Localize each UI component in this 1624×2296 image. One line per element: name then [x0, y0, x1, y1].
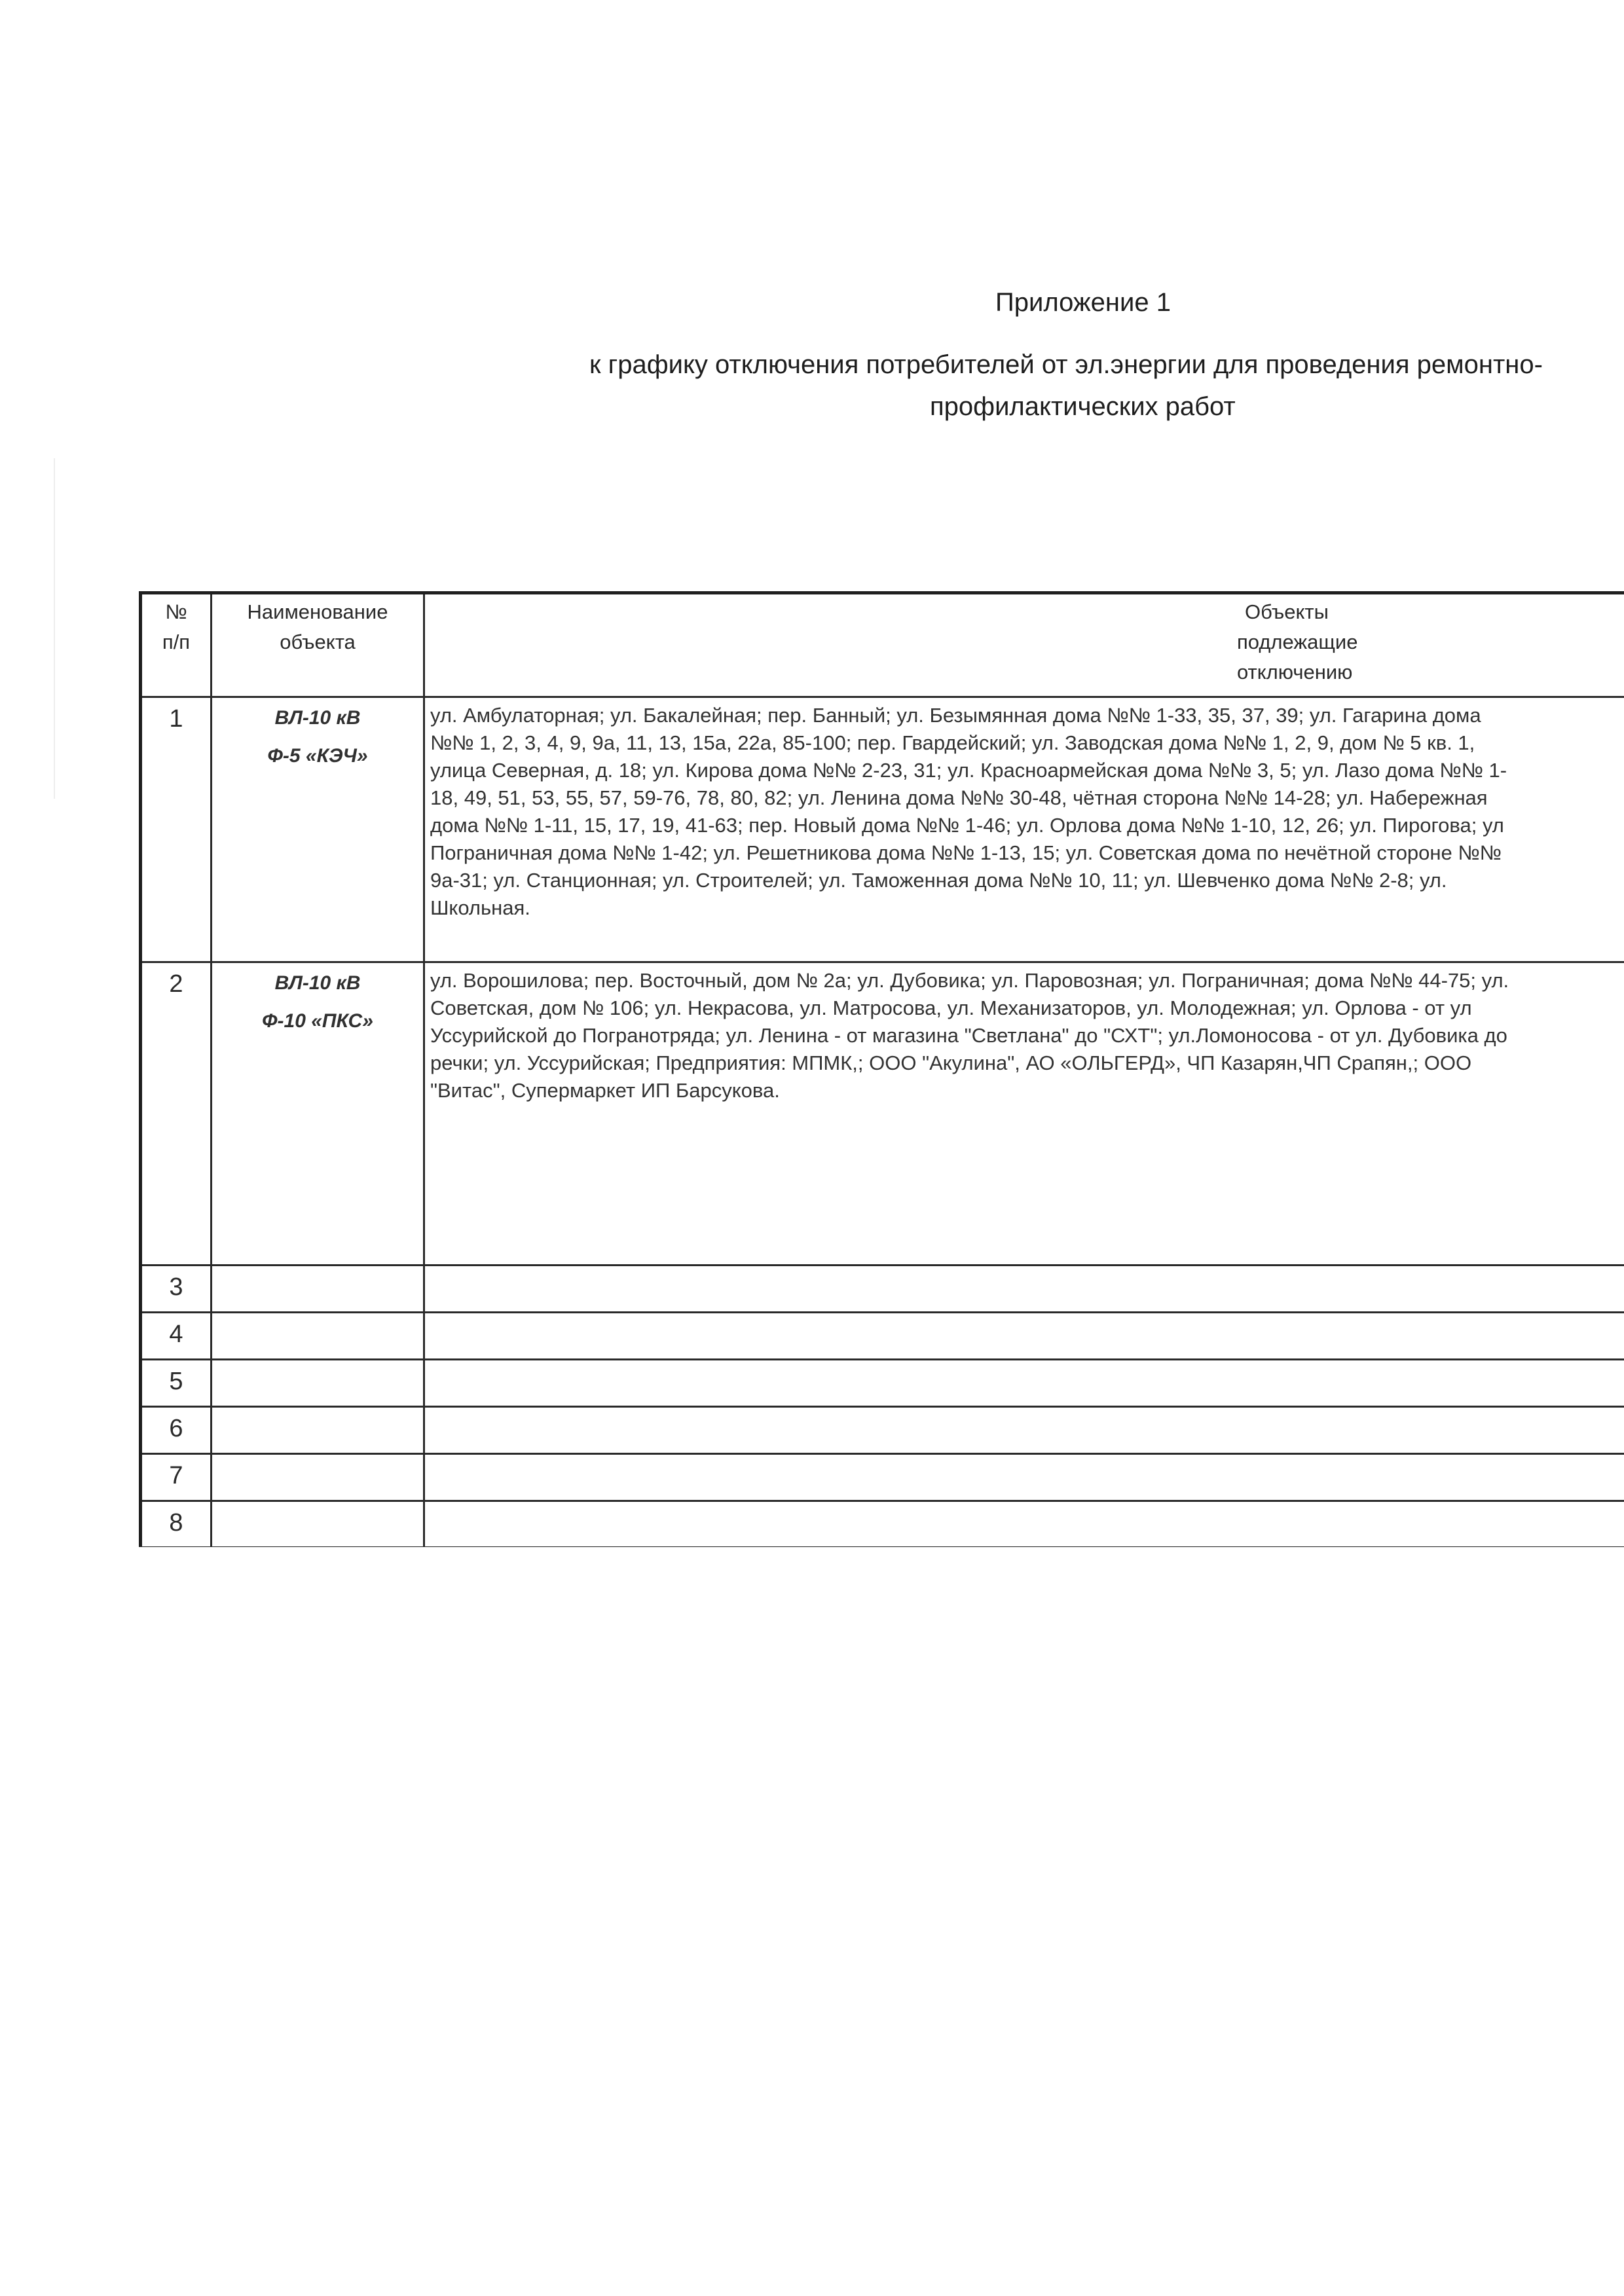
- column-header-number-line-1: №: [165, 600, 187, 623]
- row-object-name: [212, 1313, 424, 1360]
- row-object-name: [212, 1454, 424, 1501]
- objects-text-line: "Витас", Супермаркет ИП Барсукова.: [430, 1079, 780, 1102]
- row-object-name: [212, 1407, 424, 1454]
- row-objects-list: [424, 1360, 1624, 1407]
- objects-text-line: 18, 49, 51, 53, 55, 57, 59-76, 78, 80, 82; ул. Ленина дома №№ 30-48, чётная сторона №№ 14-28; ул. Набережная: [430, 786, 1488, 809]
- row-objects-list: [424, 1266, 1624, 1313]
- appendix-subtitle: [589, 344, 1611, 428]
- row-number: 3: [141, 1266, 212, 1313]
- table-row: [141, 1501, 1624, 1548]
- table-row: [141, 1313, 1624, 1360]
- column-header-number-line-2: п/п: [162, 630, 191, 653]
- column-header-name-line-2: объекта: [280, 630, 356, 653]
- appendix-title: Приложение 1: [995, 288, 1171, 317]
- row-object-name: [212, 697, 424, 962]
- row-object-name: [212, 1360, 424, 1407]
- row-objects-list: [424, 1313, 1624, 1360]
- row-number: 7: [141, 1454, 212, 1501]
- column-header-name-line-1: Наименование: [247, 600, 388, 623]
- objects-text-line: №№ 1, 2, 3, 4, 9, 9а, 11, 13, 15а, 22а, 85-100; пер. Гвардейский; ул. Заводская дома №№ 1, 2, 9, дом № 5 кв. 1,: [430, 731, 1475, 754]
- column-header-objects-line-1: Объекты: [1245, 600, 1329, 623]
- column-header-name: [212, 593, 424, 697]
- row-number: 5: [141, 1360, 212, 1407]
- object-line-feeder: Ф-10 «ПКС»: [262, 1010, 373, 1032]
- row-object-name: [212, 1501, 424, 1548]
- objects-text-line: Уссурийской до Погранотряда; ул. Ленина - от магазина "Светлана" до "СХТ"; ул.Ломоносова - от ул. Дубовика до: [430, 1024, 1507, 1047]
- subtitle-line-1: к графику отключения потребителей от эл.энергии для проведения ремонтно-: [589, 350, 1543, 379]
- table-row: [141, 1454, 1624, 1501]
- column-header-objects-line-3: отключению: [1237, 661, 1353, 683]
- column-header-objects-line-2: подлежащие: [1237, 630, 1358, 653]
- row-number: 8: [141, 1501, 212, 1548]
- row-objects-list: [424, 1454, 1624, 1501]
- objects-text-line: ул. Ворошилова; пер. Восточный, дом № 2а; ул. Дубовика; ул. Паровозная; ул. Пограничная; дома №№ 44-75; ул.: [430, 969, 1509, 992]
- table-row: [141, 1266, 1624, 1313]
- objects-text-line: речки; ул. Уссурийская; Предприятия: МПМК,; ООО "Акулина", АО «ОЛЬГЕРД», ЧП Казарян,ЧП Срапян,; ООО: [430, 1051, 1472, 1074]
- row-objects-list: [424, 962, 1624, 1266]
- row-objects-list: [424, 1501, 1624, 1548]
- table-row: [141, 697, 1624, 962]
- row-object-name: [212, 962, 424, 1266]
- object-line-voltage: ВЛ-10 кВ: [274, 972, 361, 994]
- row-objects-list: [424, 1407, 1624, 1454]
- row-number: 2: [141, 962, 212, 1266]
- outage-table: [139, 591, 1624, 1547]
- row-number: 4: [141, 1313, 212, 1360]
- scan-edge-shadow: [54, 458, 55, 799]
- objects-text-line: Советская, дом № 106; ул. Некрасова, ул. Матросова, ул. Механизаторов, ул. Молодежная; ул. Орлова - от ул: [430, 996, 1472, 1019]
- table-row: [141, 1407, 1624, 1454]
- objects-text-line: 9а-31; ул. Станционная; ул. Строителей; ул. Таможенная дома №№ 10, 11; ул. Шевченко дома №№ 2-8; ул.: [430, 869, 1447, 892]
- objects-text-line: улица Северная, д. 18; ул. Кирова дома №№ 2-23, 31; ул. Красноармейская дома №№ 3, 5; ул. Лазо дома №№ 1-: [430, 759, 1507, 782]
- objects-text-line: Пограничная дома №№ 1-42; ул. Решетникова дома №№ 1-13, 15; ул. Советская дома по нечётной стороне №№: [430, 841, 1502, 864]
- row-objects-list: [424, 697, 1624, 962]
- objects-text-line: ул. Амбулаторная; ул. Бакалейная; пер. Банный; ул. Безымянная дома №№ 1-33, 35, 37, 39; ул. Гагарина дома: [430, 704, 1481, 727]
- objects-text-line: дома №№ 1-11, 15, 17, 19, 41-63; пер. Новый дома №№ 1-46; ул. Орлова дома №№ 1-10, 12, 26; ул. Пирогова; ул: [430, 814, 1504, 837]
- objects-text-line: Школьная.: [430, 896, 530, 919]
- outage-table-container: [139, 591, 1624, 1547]
- row-object-name: [212, 1266, 424, 1313]
- table-row: [141, 962, 1624, 1266]
- table-header-row: [141, 593, 1624, 697]
- object-line-voltage: ВЛ-10 кВ: [274, 707, 361, 729]
- subtitle-line-2: профилактических работ: [930, 392, 1236, 421]
- object-line-feeder: Ф-5 «КЭЧ»: [267, 745, 368, 767]
- column-header-number: [141, 593, 212, 697]
- column-header-objects: [424, 593, 1624, 697]
- row-number: 6: [141, 1407, 212, 1454]
- table-row: [141, 1360, 1624, 1407]
- row-number: 1: [141, 697, 212, 962]
